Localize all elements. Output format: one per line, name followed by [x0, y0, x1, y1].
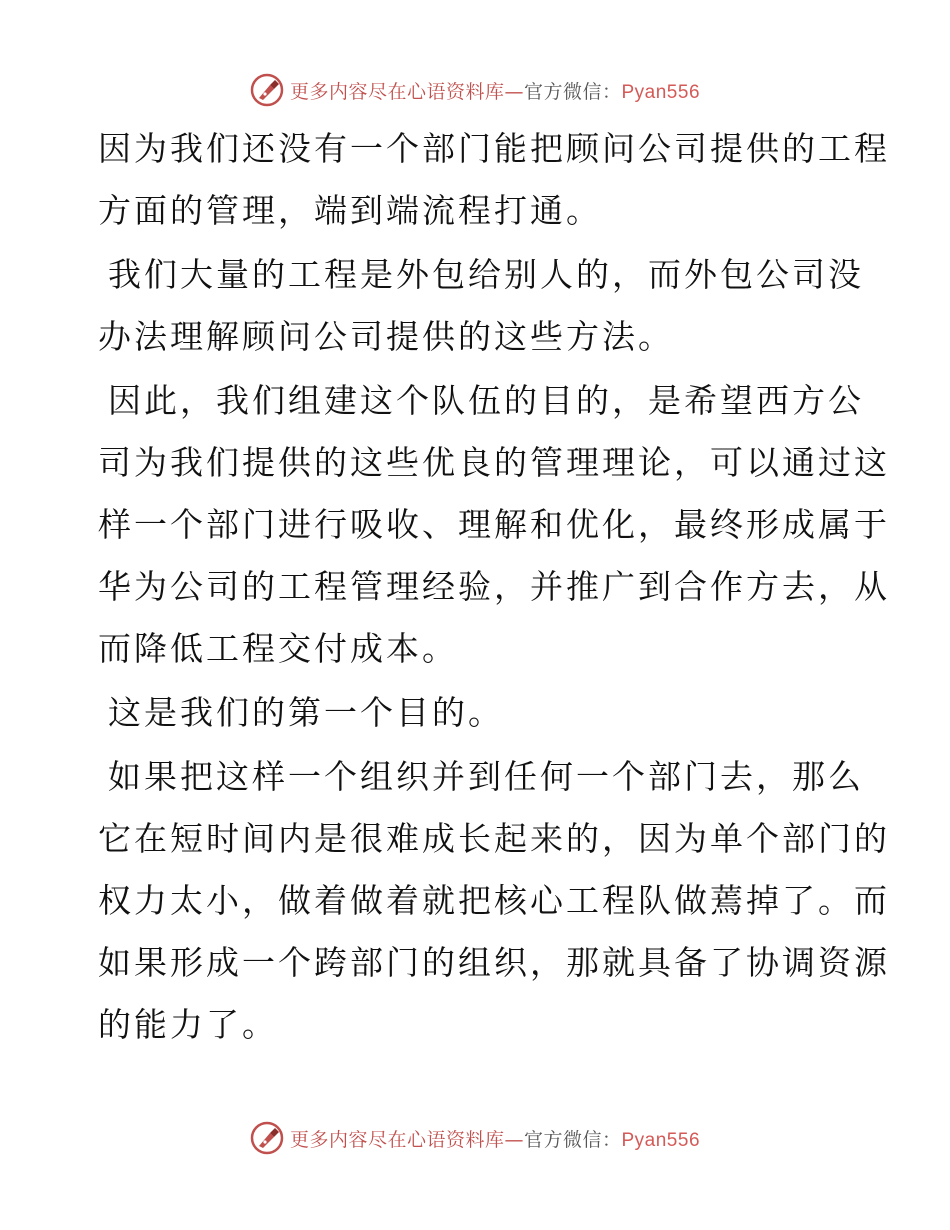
text-line: 华为公司的工程管理经验，并推广到合作方去，从 — [98, 567, 890, 606]
pen-nib-logo-icon — [250, 73, 284, 107]
header-wechat-label: 官方微信： — [523, 80, 622, 103]
paragraph-3 — [98, 370, 890, 680]
text-line: 它在短时间内是很难成长起来的，因为单个部门的 — [98, 819, 890, 858]
text-line: 我们大量的工程是外包给别人的，而外包公司没 — [108, 255, 864, 294]
paragraph-2 — [98, 244, 864, 368]
footer-banner — [0, 1118, 950, 1158]
footer-wechat-id: Pyan556 — [621, 1129, 701, 1151]
text-line: 样一个部门进行吸收、理解和优化，最终形成属于 — [98, 505, 890, 544]
text-line: 因此，我们组建这个队伍的目的，是希望西方公 — [108, 381, 864, 420]
paragraph-5 — [98, 746, 890, 1056]
footer-banner-text — [290, 1125, 700, 1152]
text-line: 如果形成一个跨部门的组织，那就具备了协调资源 — [98, 943, 890, 982]
paragraph-4 — [98, 682, 858, 744]
header-banner-text — [290, 77, 700, 104]
text-line: 方面的管理，端到端流程打通。 — [98, 191, 602, 230]
text-line: 司为我们提供的这些优良的管理理论，可以通过这 — [98, 443, 890, 482]
document-body — [98, 118, 890, 1058]
text-line: 因为我们还没有一个部门能把顾问公司提供的工程 — [98, 129, 890, 168]
footer-separator: — — [504, 1128, 524, 1151]
text-line: 办法理解顾问公司提供的这些方法。 — [98, 317, 674, 356]
footer-wechat-label: 官方微信： — [523, 1128, 622, 1151]
pen-nib-logo-icon — [250, 1121, 284, 1155]
text-line: 权力太小，做着做着就把核心工程队做蔫掉了。而 — [98, 881, 890, 920]
paragraph-1 — [98, 118, 890, 242]
text-line: 如果把这样一个组织并到任何一个部门去，那么 — [108, 757, 864, 796]
text-line: 的能力了。 — [98, 1005, 278, 1044]
footer-brand: 更多内容尽在心语资料库 — [289, 1128, 505, 1151]
header-wechat-id: Pyan556 — [621, 81, 701, 103]
header-brand: 更多内容尽在心语资料库 — [289, 80, 505, 103]
header-banner — [0, 70, 950, 110]
text-line: 这是我们的第一个目的。 — [108, 693, 504, 732]
header-separator: — — [504, 80, 524, 103]
text-line: 而降低工程交付成本。 — [98, 629, 458, 668]
